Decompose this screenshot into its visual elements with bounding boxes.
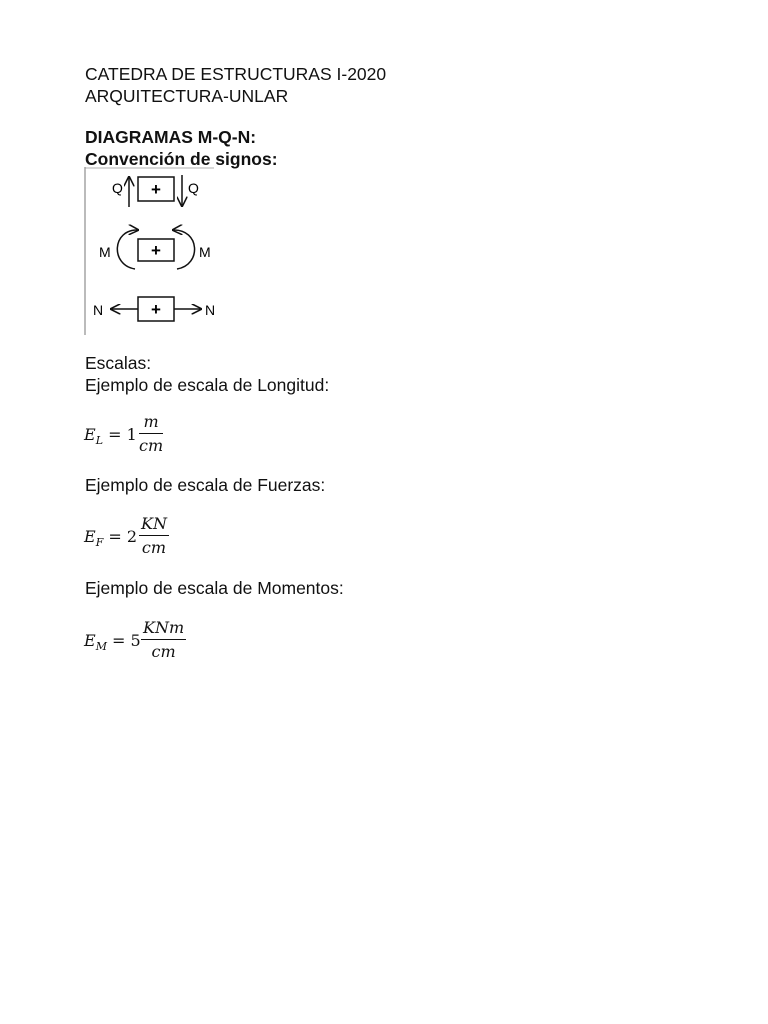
shear-convention bbox=[112, 175, 199, 207]
shear-right-label: Q bbox=[188, 180, 199, 196]
eq-value: 5 bbox=[130, 631, 141, 650]
eq-numerator: KN bbox=[139, 514, 169, 536]
eq-symbol: E bbox=[84, 631, 96, 650]
eq-value: 2 bbox=[126, 527, 138, 546]
scales-heading: Escalas: bbox=[85, 353, 152, 373]
normal-convention bbox=[93, 297, 215, 321]
eq-equals: = bbox=[108, 425, 122, 444]
eq-subscript: M bbox=[95, 640, 107, 653]
eq-equals: = bbox=[108, 527, 122, 546]
shear-left-label: Q bbox=[112, 180, 123, 196]
eq-fraction bbox=[139, 514, 169, 557]
eq-denominator: cm bbox=[141, 538, 167, 557]
course-title: CATEDRA DE ESTRUCTURAS I-2020 bbox=[85, 64, 387, 84]
eq-value: 1 bbox=[126, 425, 137, 444]
eq-symbol: E bbox=[84, 425, 96, 444]
eq-denominator: cm bbox=[139, 436, 164, 455]
moment-left-label: M bbox=[99, 244, 111, 260]
moment-right-label: M bbox=[199, 244, 211, 260]
length-scale-label: Ejemplo de escala de Longitud: bbox=[85, 375, 330, 395]
eq-fraction bbox=[141, 618, 186, 661]
eq-denominator: cm bbox=[151, 642, 176, 661]
eq-equals: = bbox=[112, 631, 126, 650]
section-title: DIAGRAMAS M-Q-N: bbox=[85, 127, 257, 147]
normal-sign: + bbox=[151, 300, 161, 319]
normal-right-label: N bbox=[205, 302, 216, 318]
eq-numerator: KNm bbox=[141, 618, 186, 640]
moment-convention bbox=[99, 230, 211, 269]
sign-convention-diagram bbox=[84, 167, 234, 337]
eq-fraction bbox=[139, 412, 163, 455]
moment-sign: + bbox=[151, 241, 161, 260]
eq-numerator: m bbox=[139, 412, 163, 434]
course-subtitle: ARQUITECTURA-UNLAR bbox=[85, 86, 289, 106]
force-scale-label: Ejemplo de escala de Fuerzas: bbox=[85, 475, 326, 495]
moment-scale-label: Ejemplo de escala de Momentos: bbox=[85, 578, 344, 598]
eq-symbol: E bbox=[84, 527, 96, 546]
normal-left-label: N bbox=[93, 302, 104, 318]
moment-right-arc bbox=[173, 230, 195, 269]
eq-subscript: F bbox=[95, 536, 104, 549]
shear-sign: + bbox=[151, 180, 161, 199]
eq-subscript: L bbox=[95, 434, 103, 447]
moment-left-arc bbox=[117, 230, 138, 269]
section-subtitle: Convención de signos: bbox=[85, 149, 278, 169]
